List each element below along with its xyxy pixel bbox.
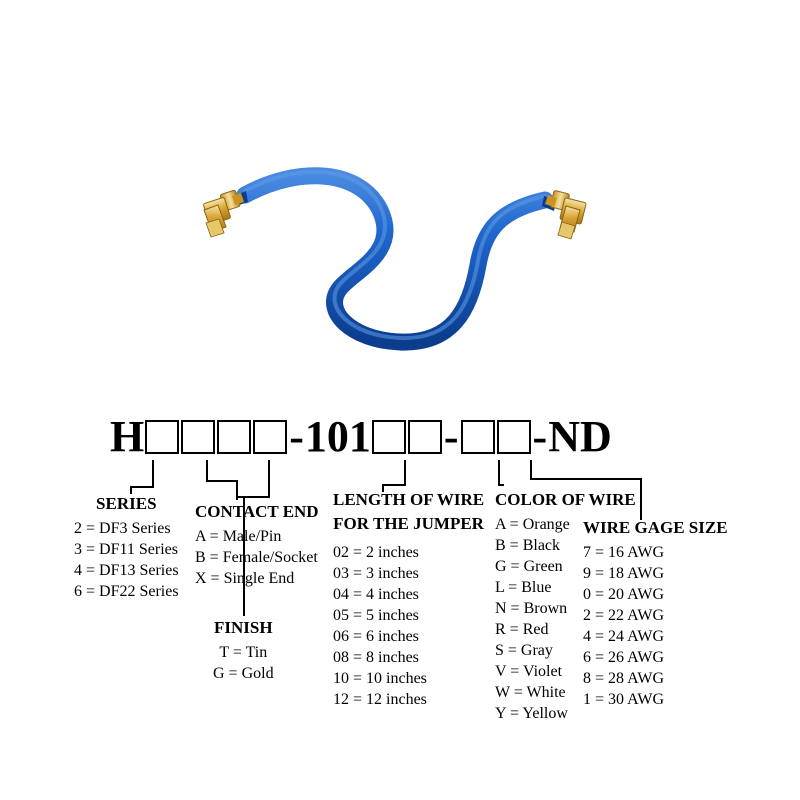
legend-gage-item: 8 = 28 AWG <box>583 670 665 687</box>
leader-gage-vertical <box>530 460 532 480</box>
part-number-dash: - <box>532 412 548 461</box>
legend-contact-end-item: B = Female/Socket <box>195 549 318 566</box>
legend-contact-end-title: CONTACT END <box>195 502 319 521</box>
part-number-text: ND <box>548 412 612 461</box>
right-crimp-contact <box>542 190 586 239</box>
part-number-text: H <box>110 412 145 461</box>
part-number-text: 101 <box>304 412 371 461</box>
part-number-blank-box[interactable] <box>181 420 215 454</box>
legend-color-item: A = Orange <box>495 516 570 533</box>
legend-color-item: N = Brown <box>495 600 568 617</box>
legend-gage-item: 6 = 26 AWG <box>583 649 665 666</box>
legend-gage-title: WIRE GAGE SIZE <box>583 518 728 537</box>
leader-series-drop <box>130 486 132 494</box>
legend-color-item: L = Blue <box>495 579 552 596</box>
legend-length-item: 12 = 12 inches <box>333 691 427 708</box>
legend-color-item: G = Green <box>495 558 563 575</box>
part-number-blank-box[interactable] <box>372 420 406 454</box>
jumper-wire-illustration <box>0 60 800 380</box>
legend-finish-item: T = Tin <box>219 644 268 661</box>
part-number-blank-box[interactable] <box>408 420 442 454</box>
legend-color-item: Y = Yellow <box>495 705 568 722</box>
legend-color-item: S = Gray <box>495 642 553 659</box>
legend-gage-item: 0 = 20 AWG <box>583 586 665 603</box>
legend-contact-end-item: X = Single End <box>195 570 295 587</box>
legend-gage <box>583 518 728 710</box>
legend-length-title-line2: FOR THE JUMPER <box>333 514 484 533</box>
leader-finish-vertical <box>268 460 270 498</box>
product-photo <box>0 60 800 380</box>
left-crimp-contact <box>203 190 248 237</box>
leader-series-horizontal <box>130 486 154 488</box>
wire-body <box>245 176 545 342</box>
leader-length-horizontal <box>382 484 406 486</box>
legend-series-item: 4 = DF13 Series <box>74 562 179 579</box>
legend-color-item: W = White <box>495 684 566 701</box>
leader-color-horizontal <box>498 484 504 486</box>
leader-contact-end-horizontal <box>206 480 236 482</box>
part-number-blank-box[interactable] <box>497 420 531 454</box>
legend-length-item: 06 = 6 inches <box>333 628 419 645</box>
legend-length-title-line1: LENGTH OF WIRE <box>333 490 485 509</box>
legend-length-item: 02 = 2 inches <box>333 544 419 561</box>
legend-contact-end-item: A = Male/Pin <box>195 528 282 545</box>
legend-length-item: 03 = 3 inches <box>333 565 419 582</box>
leader-length-vertical <box>404 460 406 486</box>
leader-gage-drop <box>640 478 642 520</box>
legend-color-item: R = Red <box>495 621 549 638</box>
legend-finish <box>213 618 274 684</box>
legend-gage-item: 4 = 24 AWG <box>583 628 665 645</box>
part-number-diagram <box>0 390 800 800</box>
legend-length-item: 08 = 8 inches <box>333 649 419 666</box>
leader-gage-horizontal <box>530 478 640 480</box>
legend-series <box>74 494 179 602</box>
leader-contact-end-vertical <box>206 460 208 482</box>
legend-series-item: 3 = DF11 Series <box>74 541 178 558</box>
part-number-dash: - <box>289 412 304 461</box>
legend-contact-end <box>195 502 319 589</box>
part-number-blank-box[interactable] <box>217 420 251 454</box>
legend-gage-item: 1 = 30 AWG <box>583 691 665 708</box>
legend-series-item: 6 = DF22 Series <box>74 583 179 600</box>
legend-length-item: 10 = 10 inches <box>333 670 427 687</box>
legend-gage-item: 2 = 22 AWG <box>583 607 665 624</box>
part-number-dash: - <box>443 412 459 461</box>
legend-length-item: 05 = 5 inches <box>333 607 419 624</box>
leader-finish-horizontal <box>236 496 270 498</box>
legend-color-item: B = Black <box>495 537 561 554</box>
legend-color-item: V = Violet <box>495 663 563 680</box>
part-number-string <box>110 410 612 464</box>
legend-series-item: 2 = DF3 Series <box>74 520 171 537</box>
legend-length-item: 04 = 4 inches <box>333 586 419 603</box>
legend-finish-item: G = Gold <box>213 665 274 682</box>
part-number-blank-box[interactable] <box>461 420 495 454</box>
legend-gage-item: 9 = 18 AWG <box>583 565 665 582</box>
legend-gage-item: 7 = 16 AWG <box>583 544 665 561</box>
leader-color-vertical <box>498 460 500 486</box>
legend-finish-title: FINISH <box>214 618 273 637</box>
part-number-blank-box[interactable] <box>253 420 287 454</box>
legend-series-title: SERIES <box>96 494 157 513</box>
legend-color-title: COLOR OF WIRE <box>495 490 636 509</box>
part-number-blank-box[interactable] <box>145 420 179 454</box>
wire-highlight <box>245 172 545 338</box>
leader-series-vertical <box>152 460 154 488</box>
legend-length <box>333 490 484 710</box>
